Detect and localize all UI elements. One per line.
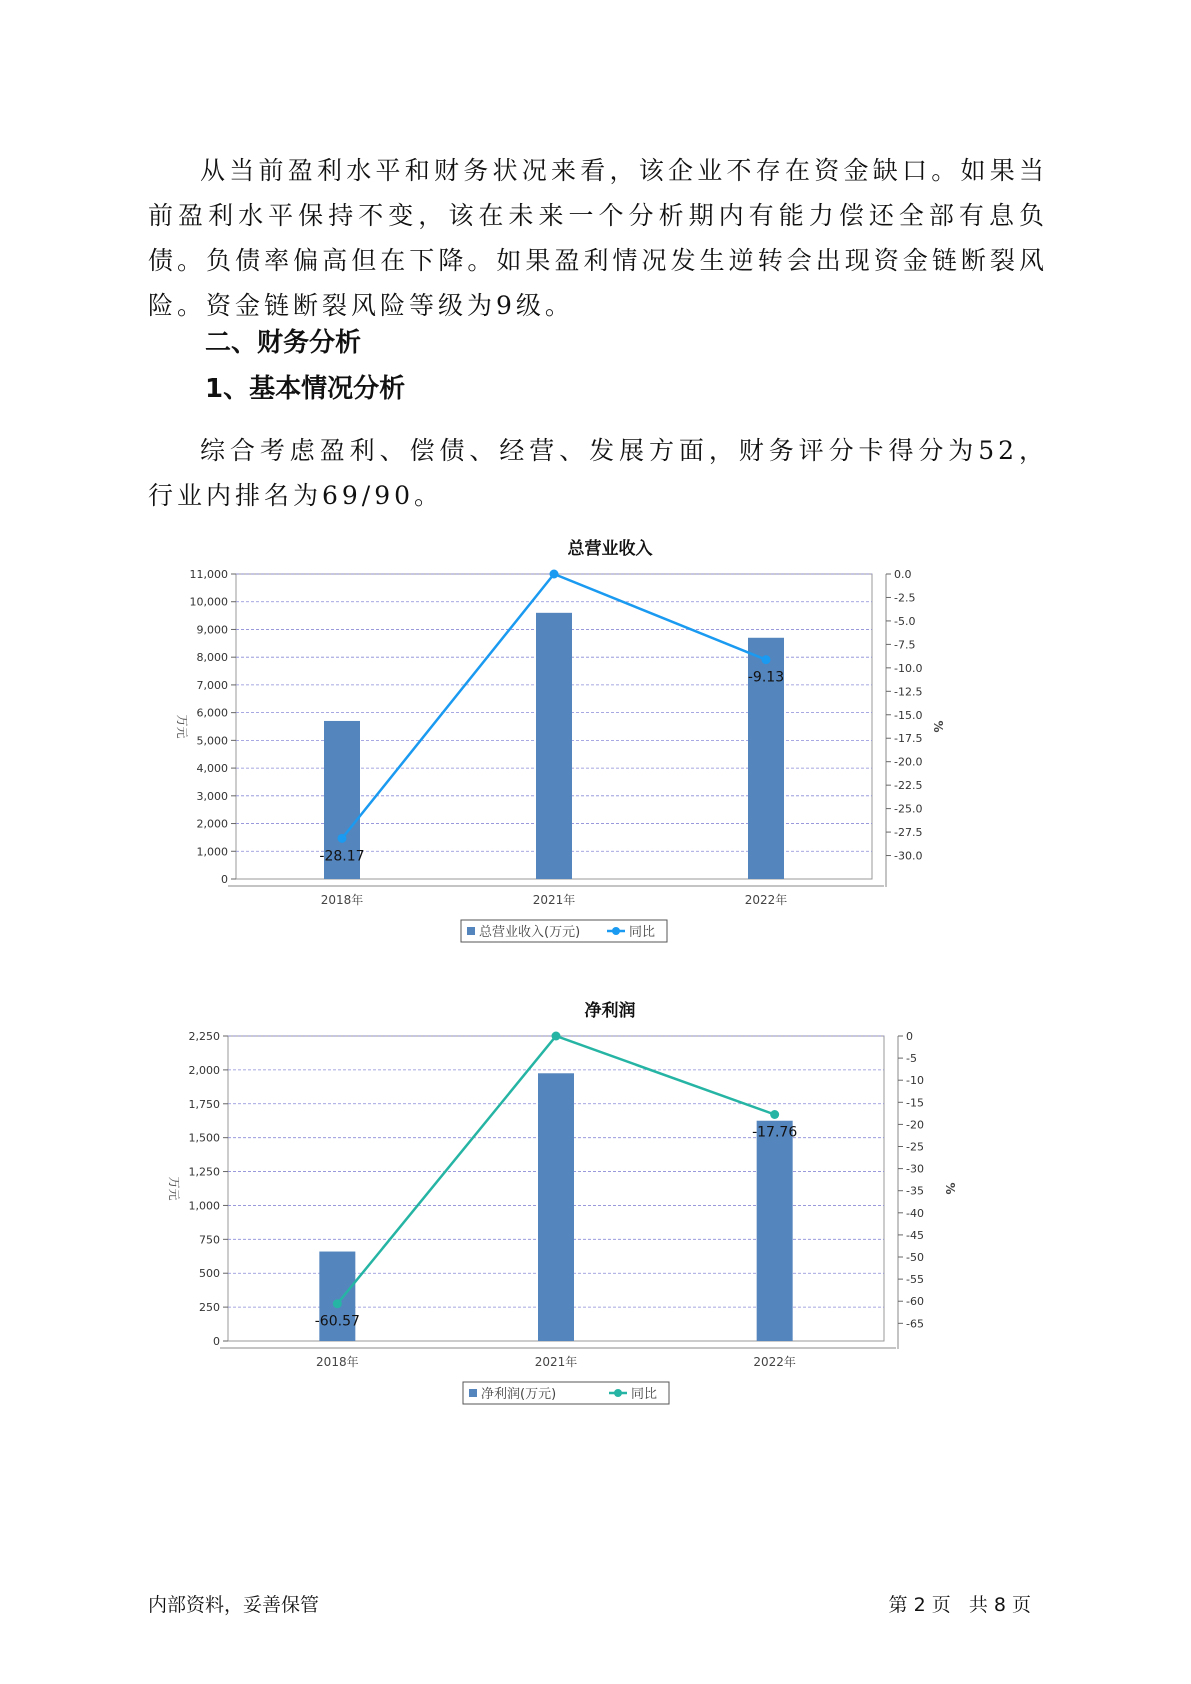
x-tick-label: 2022年: [744, 893, 788, 907]
yoy-point: [550, 570, 559, 579]
y-tick-label: 1,750: [188, 1097, 220, 1111]
legend-line-label: 同比: [629, 925, 656, 940]
y-axis-title: 万元: [175, 714, 189, 739]
y2-tick-label: -50: [906, 1251, 924, 1265]
y2-tick-label: -25.0: [894, 802, 923, 816]
y-tick-label: 5,000: [196, 734, 228, 748]
y-tick-label: 7,000: [196, 678, 228, 692]
x-tick-label: 2021年: [532, 893, 576, 907]
yoy-data-label: -60.57: [314, 1313, 360, 1330]
chart-net-profit-svg: [160, 990, 1060, 1420]
y-tick-label: 500: [199, 1267, 220, 1281]
y2-tick-label: -30.0: [894, 849, 923, 863]
x-tick-label: 2018年: [316, 1355, 359, 1369]
y-tick-label: 4,000: [196, 762, 228, 776]
bar: [757, 1121, 793, 1341]
y-tick-label: 1,250: [188, 1165, 220, 1179]
y-tick-label: 10,000: [189, 595, 228, 609]
y2-tick-label: -20: [906, 1118, 924, 1132]
y2-tick-label: -17.5: [894, 732, 923, 746]
subsection-heading-basic-analysis: 1、基本情况分析: [205, 374, 406, 404]
y2-tick-label: -2.5: [894, 591, 916, 605]
y2-tick-label: -10: [906, 1074, 924, 1088]
yoy-point: [770, 1110, 779, 1119]
y-tick-label: 9,000: [196, 623, 228, 637]
chart-net-profit: [160, 990, 1060, 1420]
y-tick-label: 1,000: [196, 845, 228, 859]
chart-title: 净利润: [584, 1001, 636, 1021]
legend-bar-swatch: [467, 927, 475, 935]
y2-tick-label: -60: [906, 1295, 924, 1309]
y-tick-label: 3,000: [196, 789, 228, 803]
chart-revenue-svg: [160, 530, 1060, 950]
chart-title: 总营业收入: [567, 539, 653, 559]
y2-tick-label: -55: [906, 1273, 924, 1287]
y2-axis-title: %: [943, 1182, 957, 1195]
x-tick-label: 2022年: [753, 1355, 796, 1369]
legend-bar-swatch: [469, 1389, 477, 1397]
yoy-point: [333, 1299, 342, 1308]
y2-tick-label: -7.5: [894, 638, 916, 652]
legend-bar-label: 总营业收入(万元): [479, 925, 581, 940]
chart-revenue: [160, 530, 1060, 950]
y2-tick-label: -25: [906, 1140, 924, 1154]
y2-tick-label: 0.0: [894, 568, 912, 581]
y2-tick-label: -12.5: [894, 685, 923, 699]
y2-tick-label: -27.5: [894, 826, 923, 840]
legend-line-marker: [612, 927, 620, 935]
y2-tick-label: -40: [906, 1206, 924, 1220]
bar: [538, 1073, 574, 1341]
y2-tick-label: -5: [906, 1052, 917, 1066]
legend-line-marker: [614, 1389, 622, 1397]
paragraph-funding: 从当前盈利水平和财务状况来看，该企业不存在资金缺口。如果当前盈利水平保持不变，该在未来一个分析期内有能力偿还全部有息负债。负债率偏高但在下降。如果盈利情况发生逆转会出现资金链断裂风险。资金链断裂风险等级为9级。: [148, 156, 1048, 320]
y2-tick-label: -15.0: [894, 708, 923, 722]
y2-tick-label: -15: [906, 1096, 924, 1110]
y2-tick-label: -30: [906, 1162, 924, 1176]
footer-page-number: 第 2 页 共 8 页: [888, 1594, 1031, 1616]
paragraph-scorecard: 综合考虑盈利、偿债、经营、发展方面，财务评分卡得分为52，行业内排名为69/90。: [148, 436, 1048, 510]
y-tick-label: 6,000: [196, 706, 228, 720]
y-tick-label: 0: [213, 1335, 220, 1348]
x-tick-label: 2021年: [534, 1355, 578, 1369]
yoy-data-label: -9.13: [747, 669, 785, 686]
y-tick-label: 2,250: [188, 1030, 220, 1043]
y-tick-label: 2,000: [196, 817, 228, 831]
y-tick-label: 11,000: [189, 568, 228, 581]
y-axis-title: 万元: [167, 1176, 181, 1201]
legend-line-label: 同比: [631, 1387, 658, 1402]
yoy-point: [552, 1032, 561, 1041]
y2-tick-label: -65: [906, 1317, 924, 1331]
y-tick-label: 2,000: [188, 1063, 220, 1077]
y2-tick-label: -20.0: [894, 755, 923, 769]
yoy-point: [338, 834, 347, 843]
y2-tick-label: -10.0: [894, 661, 923, 675]
bar: [536, 613, 572, 879]
section-heading-financial-analysis: 二、财务分析: [205, 328, 362, 358]
legend-bar-label: 净利润(万元): [481, 1387, 557, 1402]
y-tick-label: 750: [199, 1233, 220, 1247]
yoy-data-label: -17.76: [752, 1124, 798, 1141]
y2-tick-label: -5.0: [894, 614, 916, 628]
y-tick-label: 1,500: [188, 1131, 220, 1145]
y-tick-label: 0: [221, 873, 228, 886]
y-tick-label: 1,000: [188, 1199, 220, 1213]
y-tick-label: 8,000: [196, 651, 228, 665]
x-tick-label: 2018年: [320, 893, 364, 907]
y2-axis-title: %: [931, 720, 945, 733]
y-tick-label: 250: [199, 1301, 220, 1315]
y2-tick-label: 0: [906, 1030, 913, 1043]
y2-tick-label: -45: [906, 1228, 924, 1242]
yoy-data-label: -28.17: [319, 848, 365, 865]
y2-tick-label: -22.5: [894, 779, 923, 793]
y2-tick-label: -35: [906, 1184, 924, 1198]
yoy-point: [762, 655, 771, 664]
footer-confidential: 内部资料，妥善保管: [148, 1594, 320, 1616]
